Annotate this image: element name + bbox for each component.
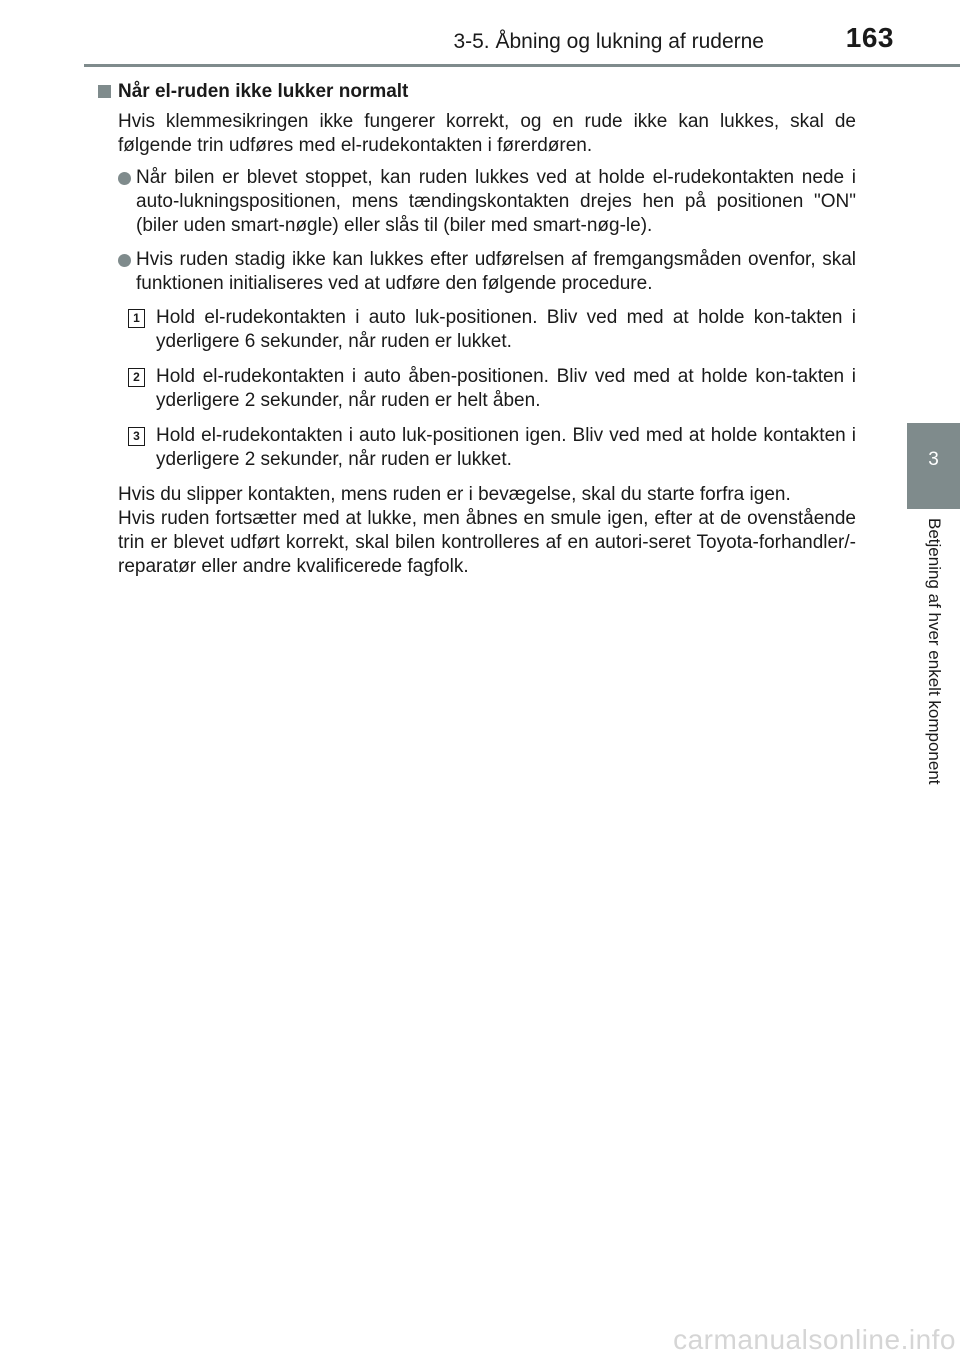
square-bullet-icon [98, 85, 111, 98]
procedure-step [98, 365, 856, 413]
procedure-step [98, 424, 856, 472]
note-paragraph: Hvis du slipper kontakten, mens ruden er i bevægelse, skal du starte forfra igen. [118, 484, 791, 505]
intro-paragraph: Hvis klemmesikringen ikke fungerer korrekt, og en rude ikke kan lukkes, skal de følgende trin udføres med el-rudekontakten i førerdøren. [118, 111, 856, 156]
chapter-side-title [907, 518, 960, 848]
header-divider [84, 64, 960, 67]
bullet-item [98, 248, 856, 296]
page-header [0, 0, 960, 66]
circle-bullet-icon [118, 254, 131, 267]
watermark-text: carmanualsonline.info [673, 1324, 956, 1355]
chapter-title: Betjening af hver enkelt komponent [924, 518, 944, 785]
chapter-tab [907, 423, 960, 509]
chapter-number: 3 [928, 449, 939, 470]
note-paragraph: Hvis ruden fortsætter med at lukke, men åbnes en smule igen, efter at de ovenstående trin er blevet udført korrekt, skal bilen kontrolleres af en autori-seret Toyota-forhandler/-reparatør eller andre kvalificerede fagfolk. [118, 508, 856, 577]
step-text: Hold el-rudekontakten i auto luk-positionen. Bliv ved med at holde kon-takten i yderligere 6 sekunder, når ruden er lukket. [156, 307, 856, 352]
procedure-step [98, 306, 856, 354]
heading-text: Når el-ruden ikke lukker normalt [118, 81, 409, 102]
step-number-badge: 1 [128, 309, 145, 328]
page-number: 163 [845, 22, 894, 53]
bullet-item [98, 166, 856, 238]
circle-bullet-icon [118, 172, 131, 185]
step-text: Hold el-rudekontakten i auto luk-positionen igen. Bliv ved med at holde kontakten i yderligere 2 sekunder, når ruden er lukket. [156, 425, 856, 470]
bullet-text: Når bilen er blevet stoppet, kan ruden lukkes ved at holde el-rudekontakten nede i auto-lukningspositionen, mens tændingskontakten drejes hen på positionen "ON" (biler uden smart-nøgle) eller slås til (biler med smart-nøg-le). [136, 167, 856, 236]
step-number-badge: 3 [128, 427, 145, 446]
section-heading [98, 80, 856, 104]
bullet-text: Hvis ruden stadig ikke kan lukkes efter udførelsen af fremgangsmåden ovenfor, skal funktionen initialiseres ved at udføre den følgende procedure. [136, 249, 856, 294]
section-title: 3-5. Åbning og lukning af ruderne [453, 30, 764, 53]
step-number-badge: 2 [128, 368, 145, 387]
step-text: Hold el-rudekontakten i auto åben-positionen. Bliv ved med at holde kon-takten i yderligere 2 sekunder, når ruden er helt åben. [156, 366, 856, 411]
page-content [98, 80, 856, 579]
